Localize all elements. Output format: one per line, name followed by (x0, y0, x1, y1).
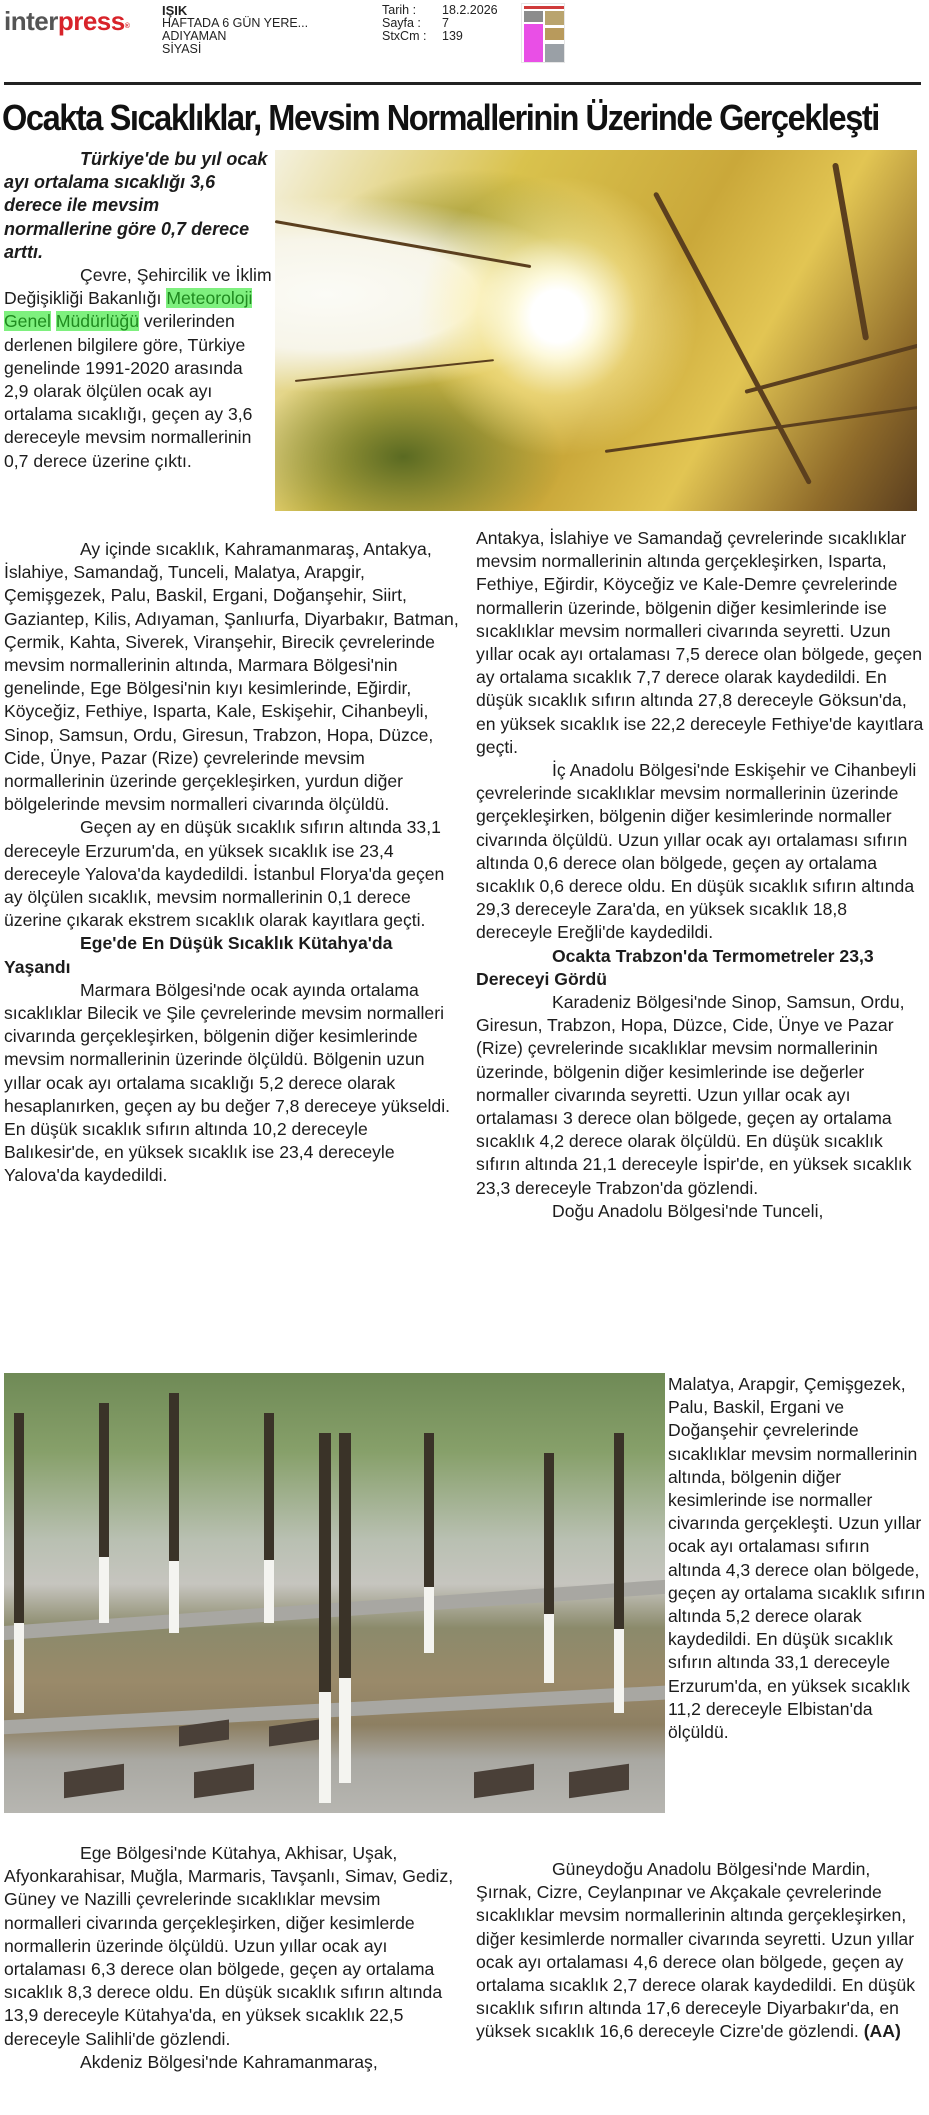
branch-shape (832, 162, 869, 340)
paragraph-text: verilerinden derlenen bilgilere göre, Türkiye genelinde 1991-2020 arasında 2,9 olarak ölçülen ocak ayı ortalama sıcaklığı, geçen ay 3,6 dereceyle mevsim normallerinin 0,7 derece üzerine çıktı. (4, 311, 253, 471)
sunlight-through-leaves-image (275, 150, 917, 511)
paragraph-first-line: Doğu Anadolu Bölgesi'nde Tunceli, (552, 1200, 824, 1221)
tree-trunk (14, 1413, 24, 1713)
subheading: Ocakta Trabzon'da Termometreler 23,3 Dereceyi Gördü (476, 945, 874, 989)
bench-shape (474, 1764, 534, 1798)
source-credit: (AA) (863, 2021, 901, 2042)
paragraph: Geçen ay en düşük sıcaklık sıfırın altında 33,1 dereceyle Erzurum'da, en yüksek sıcaklık ise 23,4 dereceyle Yalova'da kaydedildi. İstanbul Florya'da geçen ay ölçülen sıcaklık, mevsim normallerinin 0,1 derece üzerine çıkarak ekstrem sıcaklık olarak kayıtlara geçti. (4, 817, 445, 931)
clipping-header (0, 0, 929, 70)
paragraph: Karadeniz Bölgesi'nde Sinop, Samsun, Ordu, Giresun, Trabzon, Hopa, Düzce, Cide, Ünye ve Pazar (Rize) çevrelerinde sıcaklıklar mevsim normallerinin üzerinde, bölgenin diğer kesimlerinde ise değerler normaller civarında seyretti. Uzun yıllar ocak ayı ortalaması 3 derece olan bölgede, geçen ay ortalama sıcaklık 4,2 derece olarak ölçüldü. En düşük sıcaklık sıfırın altında 21,1 dereceyle İspir'de, en yüksek sıcaklık 23,3 dereceyle Trabzon'da gözlendi. (476, 992, 912, 1198)
bench-shape (569, 1764, 629, 1798)
highlight-keyword: Meteoroloji (166, 288, 253, 309)
meta-page-value: 7 (442, 16, 449, 30)
tree-trunk (614, 1433, 624, 1713)
article-title: Ocakta Sıcaklıklar, Mevsim Normallerinin Üzerinde Gerçekleşti (2, 97, 879, 138)
branch-shape (295, 359, 494, 382)
tree-trunk (169, 1393, 179, 1633)
paragraph: İç Anadolu Bölgesi'nde Eskişehir ve Cihanbeyli çevrelerinde sıcaklıklar mevsim normallerinin üzerinde gerçekleşirken, bölgenin diğer kesimlerinde normaller civarında ölçüldü. Uzun yıllar ocak ayı ortalaması sıfırın altında 0,6 derece olan bölgede, geçen ay ortalama sıcaklık 0,6 derece oldu. En düşük sıcaklık sıfırın altında 29,3 dereceyle Zara'da, en yüksek sıcaklık 18,8 dereceyle Ereğli'de kaydedildi. (476, 760, 917, 943)
tree-trunk (424, 1433, 434, 1653)
bench-shape (194, 1764, 254, 1798)
publication-category: SİYASİ (162, 42, 202, 56)
right-column-bottom (476, 1858, 926, 2044)
interpress-logo (4, 6, 129, 36)
tree-trunk (99, 1403, 109, 1623)
paragraph-text: Çevre, Şehircilik ve İklim Değişikliği Bakanlığı (4, 265, 272, 309)
article-lead: Türkiye'de bu yıl ocak ayı ortalama sıcaklığı 3,6 derece ile mevsim normallerine göre 0,7 derece arttı. (4, 149, 268, 262)
left-column-bottom (4, 1842, 460, 2074)
paragraph-continued: Antakya, İslahiye ve Samandağ çevrelerinde sıcaklıklar mevsim normallerinin altında gerçekleşirken, Isparta, Fethiye, Eğirdir, Köyceğiz ve Kale-Demre çevrelerinde normallerin üzerinde, bölgenin diğer kesimlerinde ise sıcaklıklar mevsim normalleri civarında seyretti. Uzun yıllar ocak ayı ortalaması 7,5 derece olan bölgede, geçen ay ortalama sıcaklık 7,7 derece olarak kaydedildi. En düşük sıcaklık sıfırın altında 27,8 dereceyle Göksun'da, en yüksek sıcaklık ise 22,2 dereceyle Fethiye'de kayıtlara geçti. (476, 528, 924, 757)
paragraph (4, 264, 272, 473)
thumb-block (545, 11, 564, 25)
thumb-block (524, 11, 543, 22)
meta-stxcm (382, 30, 498, 43)
tree-trunk (264, 1413, 274, 1623)
branch-shape (275, 220, 531, 268)
thumb-block (545, 44, 564, 62)
left-column-top (4, 148, 272, 473)
publication-city: ADIYAMAN (162, 29, 227, 43)
paragraph (476, 1858, 926, 2044)
path-shape (4, 1685, 665, 1736)
park-image (4, 1373, 665, 1813)
logo-part-press: press (57, 6, 125, 36)
branch-shape (605, 405, 917, 453)
subheading: Ege'de En Düşük Sıcaklık Kütahya'da Yaşandı (4, 933, 393, 977)
paragraph: Ege Bölgesi'nde Kütahya, Akhisar, Uşak, Afyonkarahisar, Muğla, Marmaris, Tavşanlı, Simav, Gediz, Güney ve Nazilli çevrelerinde sıcaklıklar mevsim normalleri civarında gerçekleşirken, diğer kesimlerde normallerin üzerinde ölçüldü. Uzun yıllar ocak ayı ortalaması 6,3 derece olan bölgede, geçen ay ortalama sıcaklık 8,3 derece oldu. En düşük sıcaklık sıfırın altında 13,9 dereceyle Kütahya'da, en yüksek sıcaklık 22,5 dereceyle Salihli'de gözlendi. (4, 1843, 454, 2049)
thumb-block (545, 28, 564, 40)
paragraph-text: Güneydoğu Anadolu Bölgesi'nde Mardin, Şırnak, Cizre, Ceylanpınar ve Akçakale çevrelerinde sıcaklıklar mevsim normallerinin altında gerçekleşirken, diğer kesimlerde normaller civarında seyretti. Uzun yıllar ocak ayı ortalaması 4,6 derece olan bölgede, geçen ay ortalama sıcaklık 2,7 derece olarak kaydedildi. En düşük sıcaklık sıfırın altında 17,6 dereceyle Diyarbakır'da, en yüksek sıcaklık 16,6 dereceyle Cizre'de gözlendi. (476, 1859, 916, 2042)
tree-trunk (544, 1453, 554, 1683)
publication-frequency: HAFTADA 6 GÜN YERE... (162, 16, 309, 30)
paragraph: Ay içinde sıcaklık, Kahramanmaraş, Antakya, İslahiye, Samandağ, Tunceli, Malatya, Arapgir, Çemişgezek, Palu, Baskil, Ergani, Doğanşehir, Siirt, Gaziantep, Kilis, Adıyaman, Şanlıurfa, Diyarbakır, Batman, Çermik, Kahta, Siverek, Viranşehir, Birecik çevrelerinde mevsim normallerinin altında, Marmara Bölgesi'nin genelinde, Ege Bölgesi'nin kıyı kesimlerinde, Eğirdir, Köyceğiz, Fethiye, Isparta, Kale, Eskişehir, Cihanbeyli, Sinop, Samsun, Ordu, Giresun, Trabzon, Hopa, Düzce, Cide, Ünye, Pazar (Rize) çevrelerinde mevsim normallerinin üzerinde gerçekleşirken, yurdun diğer bölgelerinde mevsim normalleri civarında ölçüldü. (4, 539, 459, 815)
publication-info (162, 4, 308, 56)
bench-shape (269, 1719, 319, 1746)
registered-mark: ® (124, 23, 130, 30)
meta-date-label: Tarih : (382, 3, 417, 17)
right-column-narrow (668, 1373, 926, 1744)
highlight-keyword: Müdürlüğü (55, 311, 139, 332)
clipping-meta (382, 4, 498, 43)
paragraph-continued: Malatya, Arapgir, Çemişgezek, Palu, Baskil, Ergani ve Doğanşehir çevrelerinde sıcaklıklar mevsim normallerinin altında, bölgenin diğer kesimlerinde ise normaller civarında gerçekleşti. Uzun yıllar ocak ayı ortalaması sıfırın altında 4,3 derece olan bölgede, geçen ay ortalama sıcaklık sıfırın altında 5,2 derece olarak kaydedildi. En düşük sıcaklık sıfırın altında 33,1 dereceyle Erzurum'da, en yüksek sıcaklık 11,2 dereceyle Elbistan'da ölçüldü. (668, 1374, 926, 1743)
bench-shape (64, 1764, 124, 1798)
paragraph: Akdeniz Bölgesi'nde Kahramanmaraş, (80, 2051, 378, 2072)
meta-stxcm-value: 139 (442, 29, 463, 43)
header-divider (4, 82, 921, 85)
meta-date-value: 18.2.2026 (442, 3, 498, 17)
meta-page-label: Sayfa : (382, 16, 421, 30)
publication-name: IŞIK (162, 3, 188, 18)
tree-trunk (319, 1433, 331, 1803)
paragraph: Marmara Bölgesi'nde ocak ayında ortalama sıcaklıklar Bilecik ve Şile çevrelerinde mevsim normalleri civarında gerçekleşirken, bölgenin diğer kesimlerinde mevsim normallerinin üzerinde ölçüldü. Bölgenin uzun yıllar ocak ayı ortalama sıcaklığı 5,2 derece olarak hesaplanırken, geçen ay bu değer 7,8 dereceye yükseldi. En düşük sıcaklık sıfırın altında 10,2 dereceyle Balıkesir'de, en yüksek sıcaklık ise 23,4 dereceyle Yalova'da kaydedildi. (4, 979, 451, 1186)
logo-part-inter: inter (4, 6, 58, 36)
thumb-masthead (524, 6, 564, 9)
page-thumbnail[interactable] (521, 3, 565, 63)
right-column (476, 527, 926, 1223)
tree-trunk (339, 1433, 351, 1783)
thumb-highlighted-article (524, 24, 543, 62)
branch-shape (744, 338, 917, 394)
meta-stxcm-label: StxCm : (382, 29, 427, 43)
highlight-keyword: Genel (4, 311, 51, 332)
left-column-main (4, 538, 460, 1188)
